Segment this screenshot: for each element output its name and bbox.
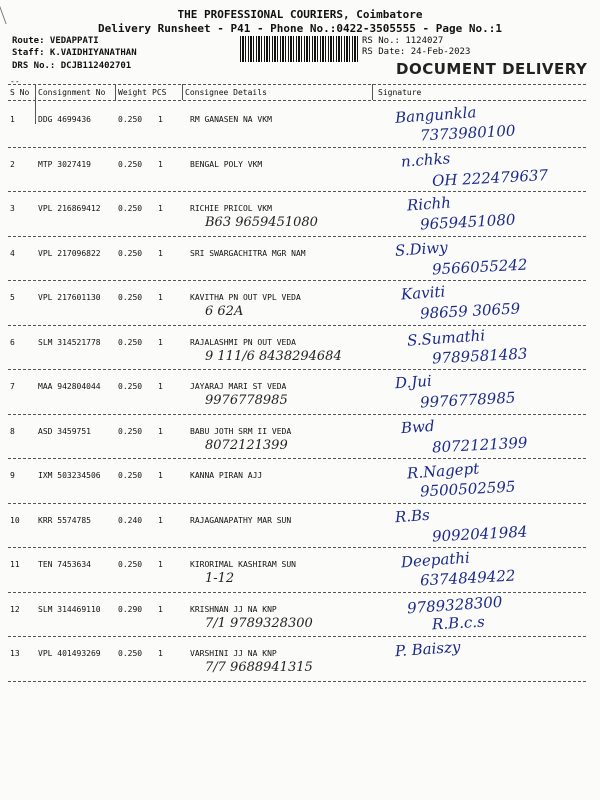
row-signature: Bwd	[400, 416, 436, 437]
row-consignment-no: VPL 217601130	[38, 293, 101, 302]
row-divider	[8, 458, 586, 459]
row-pcs: 1	[158, 204, 163, 213]
rs-number: RS No.: 1124027	[362, 36, 444, 46]
row-signature-phone: 9976778985	[419, 388, 516, 412]
row-handwritten-detail: 1-12	[205, 571, 235, 586]
runsheet-subtitle: Delivery Runsheet - P41 - Phone No.:0422-3505555 - Page No.:1	[98, 22, 502, 35]
row-weight: 0.250	[118, 337, 143, 347]
row-consignment-no: ASD 3459751	[38, 426, 91, 436]
row-sno: 2	[10, 159, 15, 169]
document-delivery-stamp: DOCUMENT DELIVERY	[396, 60, 588, 78]
barcode	[240, 36, 358, 62]
row-pcs: 1	[158, 382, 163, 391]
row-consignment-no: MTP 3027419	[38, 159, 91, 169]
row-weight: 0.240	[118, 515, 143, 525]
row-signature: S.Sumathi	[406, 325, 486, 350]
row-divider	[8, 191, 586, 192]
row-weight: 0.250	[118, 471, 143, 480]
row-consignment-no: MAA 942804044	[38, 382, 101, 391]
row-handwritten-detail: 6 62A	[205, 304, 244, 319]
col-consignee: Consignee Details	[185, 88, 267, 97]
row-signature-phone: 7373980100	[419, 121, 516, 145]
row-signature: R.Nagept	[406, 459, 480, 483]
row-handwritten-detail: B63 9659451080	[205, 215, 318, 230]
row-sno: 11	[10, 560, 20, 569]
row-divider	[8, 414, 586, 415]
row-divider	[8, 369, 586, 370]
row-sno: 3	[10, 204, 15, 213]
row-sno: 1	[10, 115, 15, 124]
row-weight: 0.250	[118, 382, 143, 391]
company-title: THE PROFESSIONAL COURIERS, Coimbatore	[177, 8, 423, 21]
route-label: Route: VEDAPPATI	[12, 36, 99, 46]
row-pcs: 1	[158, 426, 163, 436]
col-consignment: Consignment No	[38, 88, 106, 97]
header-marker: --	[10, 77, 20, 86]
row-sno: 7	[10, 382, 15, 391]
row-consignee-details: SRI SWARGACHITRA MGR NAM	[190, 248, 306, 258]
row-weight: 0.250	[118, 204, 143, 213]
row-weight: 0.250	[118, 293, 143, 302]
row-signature-phone: 9789581483	[431, 344, 528, 367]
row-pcs: 1	[158, 293, 163, 302]
row-divider	[8, 325, 586, 326]
row-consignment-no: IXM 503234506	[38, 471, 101, 480]
row-sno: 9	[10, 471, 15, 480]
row-sno: 8	[10, 426, 15, 436]
row-sno: 5	[10, 293, 15, 302]
row-signature-phone: 9500502595	[419, 477, 516, 501]
row-signature: Kaviti	[400, 282, 446, 304]
row-pcs: 1	[158, 515, 163, 525]
row-sno: 12	[10, 604, 20, 614]
row-consignment-no: TEN 7453634	[38, 560, 91, 569]
row-consignee-details: BABU JOTH SRM II VEDA	[190, 426, 292, 436]
col-separator	[115, 84, 116, 100]
row-handwritten-detail: 8072121399	[205, 437, 288, 453]
row-handwritten-detail: 7/1 9789328300	[205, 615, 313, 631]
row-signature-phone: 9566055242	[431, 255, 528, 278]
row-divider	[8, 503, 586, 504]
row-signature-phone: 8072121399	[431, 433, 528, 456]
row-consignment-no: VPL 216869412	[38, 204, 101, 213]
row-divider	[8, 236, 586, 237]
row-pcs: 1	[158, 560, 163, 569]
row-consignment-no: DDG 4699436	[38, 115, 91, 124]
row-signature: Richh	[406, 193, 452, 215]
row-weight: 0.250	[118, 426, 143, 436]
row-signature-phone: R.B.c.s	[431, 612, 486, 633]
row-handwritten-detail: 7/7 9688941315	[205, 660, 313, 675]
rs-date: RS Date: 24-Feb-2023	[362, 47, 471, 57]
row-weight: 0.250	[118, 560, 143, 569]
row-consignee-details: VARSHINI JJ NA KNP	[190, 649, 277, 658]
row-signature-phone: 9092041984	[431, 522, 528, 545]
row-signature: S.Diwy	[394, 237, 449, 260]
row-consignee-details: RAJAGANAPATHY MAR SUN	[190, 515, 292, 525]
row-consignee-details: RAJALASHMI PN OUT VEDA	[190, 337, 296, 347]
row-signature: R.Bs	[394, 505, 431, 526]
col-pcs: PCS	[152, 88, 167, 97]
row-divider	[8, 636, 586, 637]
row-signature: P. Baiszy	[394, 637, 461, 661]
row-consignee-details: KRISHNAN JJ NA KNP	[190, 604, 277, 614]
drs-number: DRS No.: DCJB112402701	[12, 61, 132, 71]
row-sno: 10	[10, 515, 20, 525]
row-pcs: 1	[158, 248, 163, 258]
row-signature-phone: 9659451080	[419, 210, 516, 234]
row-pcs: 1	[158, 471, 163, 480]
row-signature-phone: OH 222479637	[431, 165, 549, 190]
row-consignment-no: VPL 217096822	[38, 248, 101, 258]
row-consignee-details: KIRORIMAL KASHIRAM SUN	[190, 560, 296, 569]
header-rule-bottom	[8, 100, 586, 101]
row-signature: Deepathi	[400, 548, 471, 572]
header-rule-top	[8, 84, 586, 85]
row-consignee-details: RICHIE PRICOL VKM	[190, 204, 272, 213]
row-sno: 4	[10, 248, 15, 258]
row-pcs: 1	[158, 337, 163, 347]
col-sno: S No	[10, 88, 30, 97]
row-consignment-no: VPL 401493269	[38, 649, 101, 658]
row-consignee-details: KANNA PIRAN AJJ	[190, 471, 263, 480]
row-consignment-no: SLM 314521778	[38, 337, 101, 347]
row-pcs: 1	[158, 604, 163, 614]
row-signature: Bangunkla	[394, 103, 477, 127]
row-signature: 9789328300	[406, 592, 503, 617]
row-sno: 13	[10, 649, 20, 658]
row-sno: 6	[10, 337, 15, 347]
row-divider	[8, 147, 586, 148]
row-weight: 0.290	[118, 604, 143, 614]
row-signature: D.Jui	[394, 371, 433, 393]
row-consignment-no: KRR 5574785	[38, 515, 91, 525]
row-weight: 0.250	[118, 248, 143, 258]
row-weight: 0.250	[118, 115, 143, 124]
row-pcs: 1	[158, 649, 163, 658]
row-consignment-no: SLM 314469110	[38, 604, 101, 614]
col-separator	[182, 84, 183, 100]
row-consignee-details: JAYARAJ MARI ST VEDA	[190, 382, 287, 391]
row-handwritten-detail: 9 111/6 8438294684	[205, 348, 342, 364]
staff-label: Staff: K.VAIDHIYANATHAN	[12, 48, 137, 58]
row-signature: n.chks	[400, 148, 451, 171]
col-signature: Signature	[378, 88, 422, 97]
row-divider	[8, 681, 586, 682]
row-pcs: 1	[158, 159, 163, 169]
col-separator	[35, 84, 36, 124]
col-separator	[372, 84, 373, 100]
row-pcs: 1	[158, 115, 163, 124]
row-divider	[8, 280, 586, 281]
row-weight: 0.250	[118, 649, 143, 658]
row-consignee-details: KAVITHA PN OUT VPL VEDA	[190, 293, 301, 302]
row-consignee-details: BENGAL POLY VKM	[190, 159, 263, 169]
row-consignee-details: RM GANASEN NA VKM	[190, 115, 272, 124]
row-handwritten-detail: 9976778985	[205, 393, 288, 408]
row-signature-phone: 98659 30659	[419, 299, 521, 323]
row-divider	[8, 547, 586, 548]
row-signature-phone: 6374849422	[419, 566, 516, 590]
row-weight: 0.250	[118, 159, 143, 169]
col-weight: Weight	[118, 88, 147, 97]
